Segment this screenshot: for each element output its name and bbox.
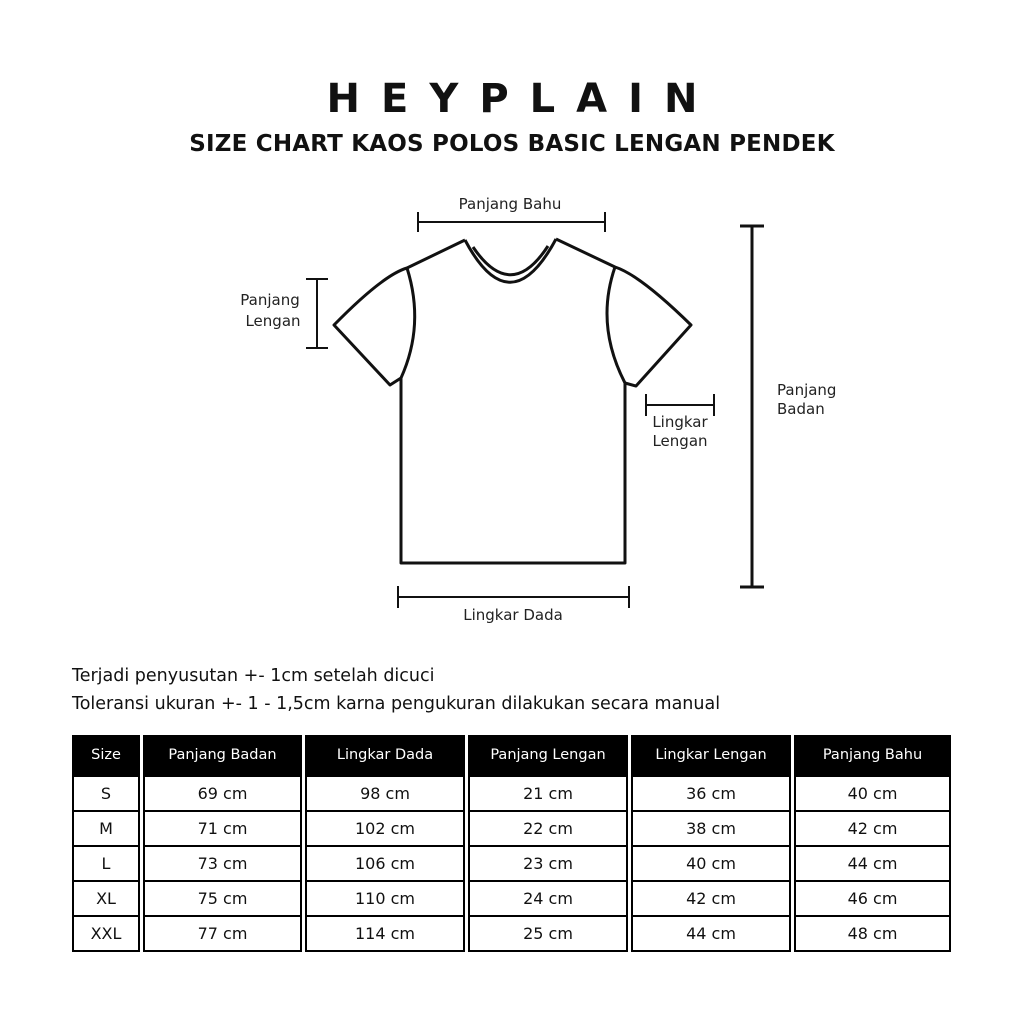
- cell-shoulder: 42 cm: [794, 812, 951, 847]
- table-row: [72, 917, 951, 952]
- cell-sleeve-circumference: 38 cm: [631, 812, 791, 847]
- label-chest: Lingkar Dada: [463, 606, 563, 624]
- label-sleeve-circ-1: Lingkar: [652, 413, 708, 431]
- cell-sleeve-circumference: 42 cm: [631, 882, 791, 917]
- cell-sleeve-length: 24 cm: [468, 882, 628, 917]
- label-shoulder: Panjang Bahu: [458, 195, 562, 213]
- cell-size: M: [72, 812, 140, 847]
- cell-chest: 98 cm: [305, 775, 465, 812]
- label-body-length-2: Badan: [777, 400, 825, 418]
- cell-size: S: [72, 775, 140, 812]
- table-row: [72, 775, 951, 812]
- sleeve-length-measure: [306, 279, 328, 348]
- cell-sleeve-length: 25 cm: [468, 917, 628, 952]
- header-sleeve-length: Panjang Lengan: [468, 735, 628, 775]
- cell-body-length: 77 cm: [143, 917, 302, 952]
- header-shoulder: Panjang Bahu: [794, 735, 951, 775]
- cell-shoulder: 40 cm: [794, 775, 951, 812]
- cell-sleeve-circumference: 36 cm: [631, 775, 791, 812]
- table-row: [72, 882, 951, 917]
- label-sleeve-circ-2: Lengan: [652, 432, 708, 450]
- header-chest: Lingkar Dada: [305, 735, 465, 775]
- label-body-length-1: Panjang: [777, 381, 837, 399]
- table-row: [72, 847, 951, 882]
- label-sleeve-length-2: Lengan: [245, 312, 301, 330]
- cell-size: XL: [72, 882, 140, 917]
- header-size: Size: [72, 735, 140, 775]
- note-shrinkage: Terjadi penyusutan +- 1cm setelah dicuci: [72, 666, 435, 686]
- cell-sleeve-circumference: 40 cm: [631, 847, 791, 882]
- brand-logo: HEYPLAIN: [326, 76, 719, 122]
- cell-size: XXL: [72, 917, 140, 952]
- cell-sleeve-length: 22 cm: [468, 812, 628, 847]
- notes: [72, 662, 720, 718]
- cell-sleeve-circumference: 44 cm: [631, 917, 791, 952]
- page-title: SIZE CHART KAOS POLOS BASIC LENGAN PENDEK: [189, 131, 835, 157]
- cell-sleeve-length: 23 cm: [468, 847, 628, 882]
- size-table: [69, 735, 954, 952]
- cell-size: L: [72, 847, 140, 882]
- cell-chest: 114 cm: [305, 917, 465, 952]
- header-sleeve-circumference: Lingkar Lengan: [631, 735, 791, 775]
- cell-body-length: 75 cm: [143, 882, 302, 917]
- label-sleeve-length-1: Panjang: [240, 291, 300, 309]
- header-body-length: Panjang Badan: [143, 735, 302, 775]
- cell-shoulder: 48 cm: [794, 917, 951, 952]
- cell-body-length: 71 cm: [143, 812, 302, 847]
- chest-measure: [398, 586, 629, 608]
- cell-sleeve-length: 21 cm: [468, 775, 628, 812]
- cell-shoulder: 44 cm: [794, 847, 951, 882]
- cell-chest: 106 cm: [305, 847, 465, 882]
- note-tolerance: Toleransi ukuran +- 1 - 1,5cm karna pengukuran dilakukan secara manual: [72, 694, 721, 714]
- table-header-row: [72, 735, 951, 775]
- cell-body-length: 69 cm: [143, 775, 302, 812]
- table-row: [72, 812, 951, 847]
- cell-chest: 110 cm: [305, 882, 465, 917]
- cell-body-length: 73 cm: [143, 847, 302, 882]
- cell-chest: 102 cm: [305, 812, 465, 847]
- shoulder-measure: [418, 212, 605, 232]
- body-length-measure: [740, 226, 764, 587]
- cell-shoulder: 46 cm: [794, 882, 951, 917]
- tshirt-outline: [334, 239, 691, 563]
